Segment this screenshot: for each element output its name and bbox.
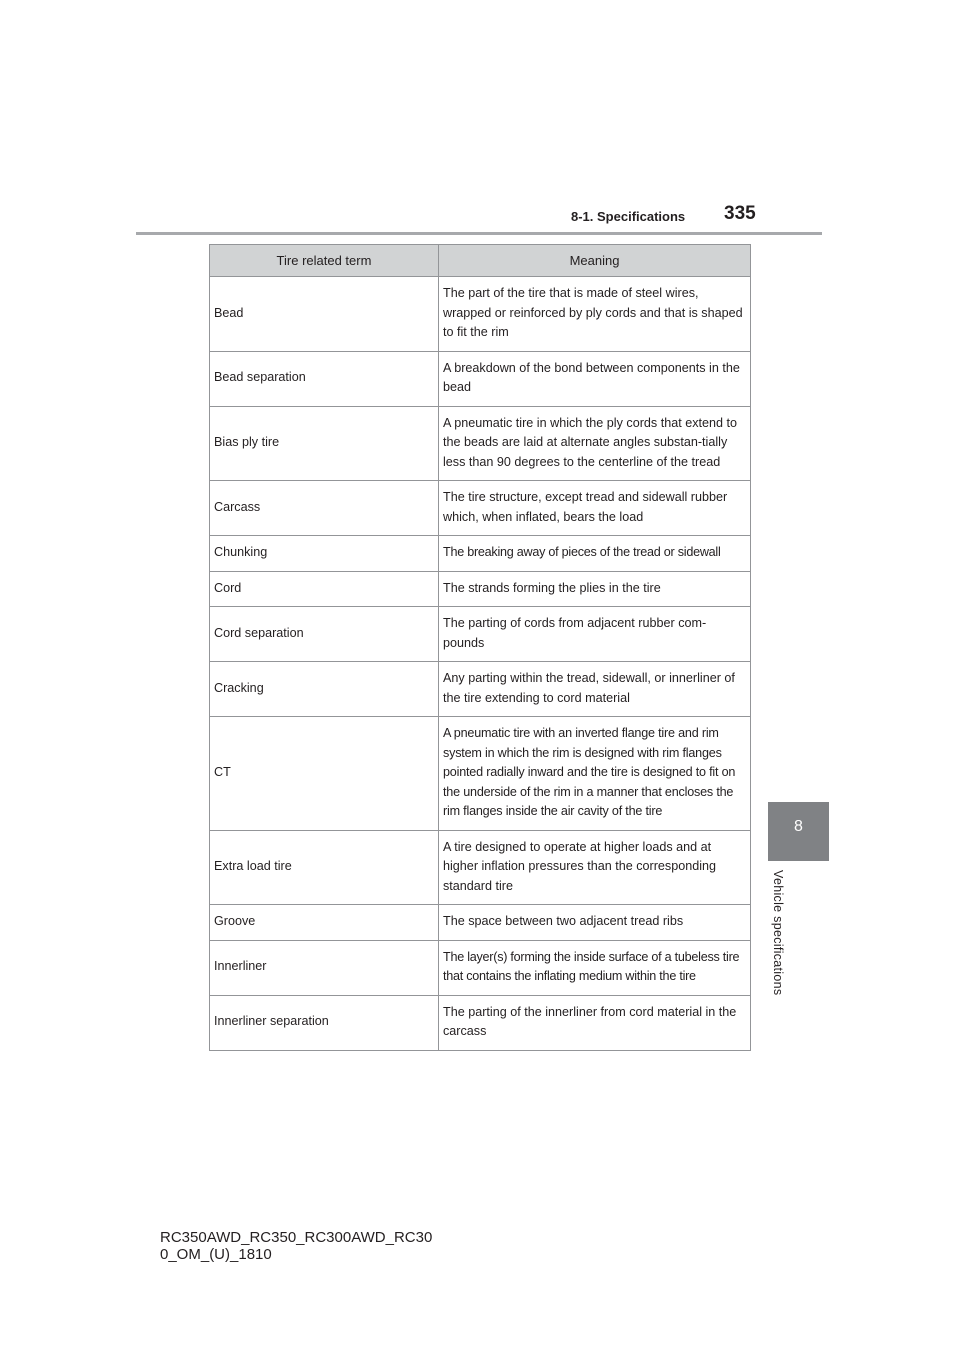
term-cell: Extra load tire — [210, 830, 439, 905]
chapter-label: Vehicle specifications — [771, 870, 785, 996]
meaning-cell: The tire structure, except tread and sidewall rubber which, when inflated, bears the load — [439, 481, 751, 536]
term-cell: Cord — [210, 571, 439, 607]
table-row — [210, 830, 751, 905]
meaning-cell: The layer(s) forming the inside surface of a tubeless tire that contains the inflating medium within the tire — [439, 940, 751, 995]
meaning-cell: The breaking away of pieces of the tread or sidewall — [439, 536, 751, 572]
meaning-cell: A tire designed to operate at higher loads and at higher inflation pressures than the corresponding standard tire — [439, 830, 751, 905]
meaning-cell: The part of the tire that is made of steel wires, wrapped or reinforced by ply cords and that is shaped to fit the rim — [439, 277, 751, 352]
term-cell: Innerliner separation — [210, 995, 439, 1050]
meaning-cell: A breakdown of the bond between components in the bead — [439, 351, 751, 406]
document-code — [160, 1229, 432, 1263]
meaning-cell: The parting of the innerliner from cord material in the carcass — [439, 995, 751, 1050]
term-cell: Cracking — [210, 662, 439, 717]
meaning-cell: Any parting within the tread, sidewall, or innerliner of the tire extending to cord material — [439, 662, 751, 717]
term-cell: Cord separation — [210, 607, 439, 662]
term-cell: Carcass — [210, 481, 439, 536]
table-row — [210, 717, 751, 831]
meaning-cell: The space between two adjacent tread ribs — [439, 905, 751, 941]
term-cell: Bead separation — [210, 351, 439, 406]
term-cell: Bias ply tire — [210, 406, 439, 481]
meaning-cell: The strands forming the plies in the tire — [439, 571, 751, 607]
chapter-number: 8 — [794, 818, 803, 835]
term-cell: Chunking — [210, 536, 439, 572]
table-row — [210, 940, 751, 995]
table-row — [210, 995, 751, 1050]
meaning-cell: The parting of cords from adjacent rubber com-pounds — [439, 607, 751, 662]
table-row — [210, 481, 751, 536]
header-divider — [136, 232, 822, 235]
table-row — [210, 406, 751, 481]
table-row — [210, 607, 751, 662]
document-code-line-2: 0_OM_(U)_1810 — [160, 1246, 272, 1263]
meaning-cell: A pneumatic tire with an inverted flange tire and rim system in which the rim is designed with rim flanges pointed radially inward and the tire is designed to fit on the underside of the rim in a manner that encloses the rim flanges inside the air cavity of the tire — [439, 717, 751, 831]
table-row — [210, 536, 751, 572]
table-row — [210, 905, 751, 941]
column-header-meaning: Meaning — [439, 245, 751, 277]
column-header-term: Tire related term — [210, 245, 439, 277]
term-cell: Bead — [210, 277, 439, 352]
term-cell: CT — [210, 717, 439, 831]
term-cell: Groove — [210, 905, 439, 941]
page-number: 335 — [724, 203, 756, 224]
table-row — [210, 571, 751, 607]
document-code-line-1: RC350AWD_RC350_RC300AWD_RC30 — [160, 1229, 433, 1246]
section-title: 8-1. Specifications — [571, 209, 686, 224]
meaning-cell: A pneumatic tire in which the ply cords that extend to the beads are laid at alternate angles substan-tially less than 90 degrees to the centerline of the tread — [439, 406, 751, 481]
table-row — [210, 662, 751, 717]
table-row — [210, 351, 751, 406]
table-header-row — [210, 245, 751, 277]
table-row — [210, 277, 751, 352]
term-cell: Innerliner — [210, 940, 439, 995]
tire-terms-table — [209, 244, 751, 1051]
